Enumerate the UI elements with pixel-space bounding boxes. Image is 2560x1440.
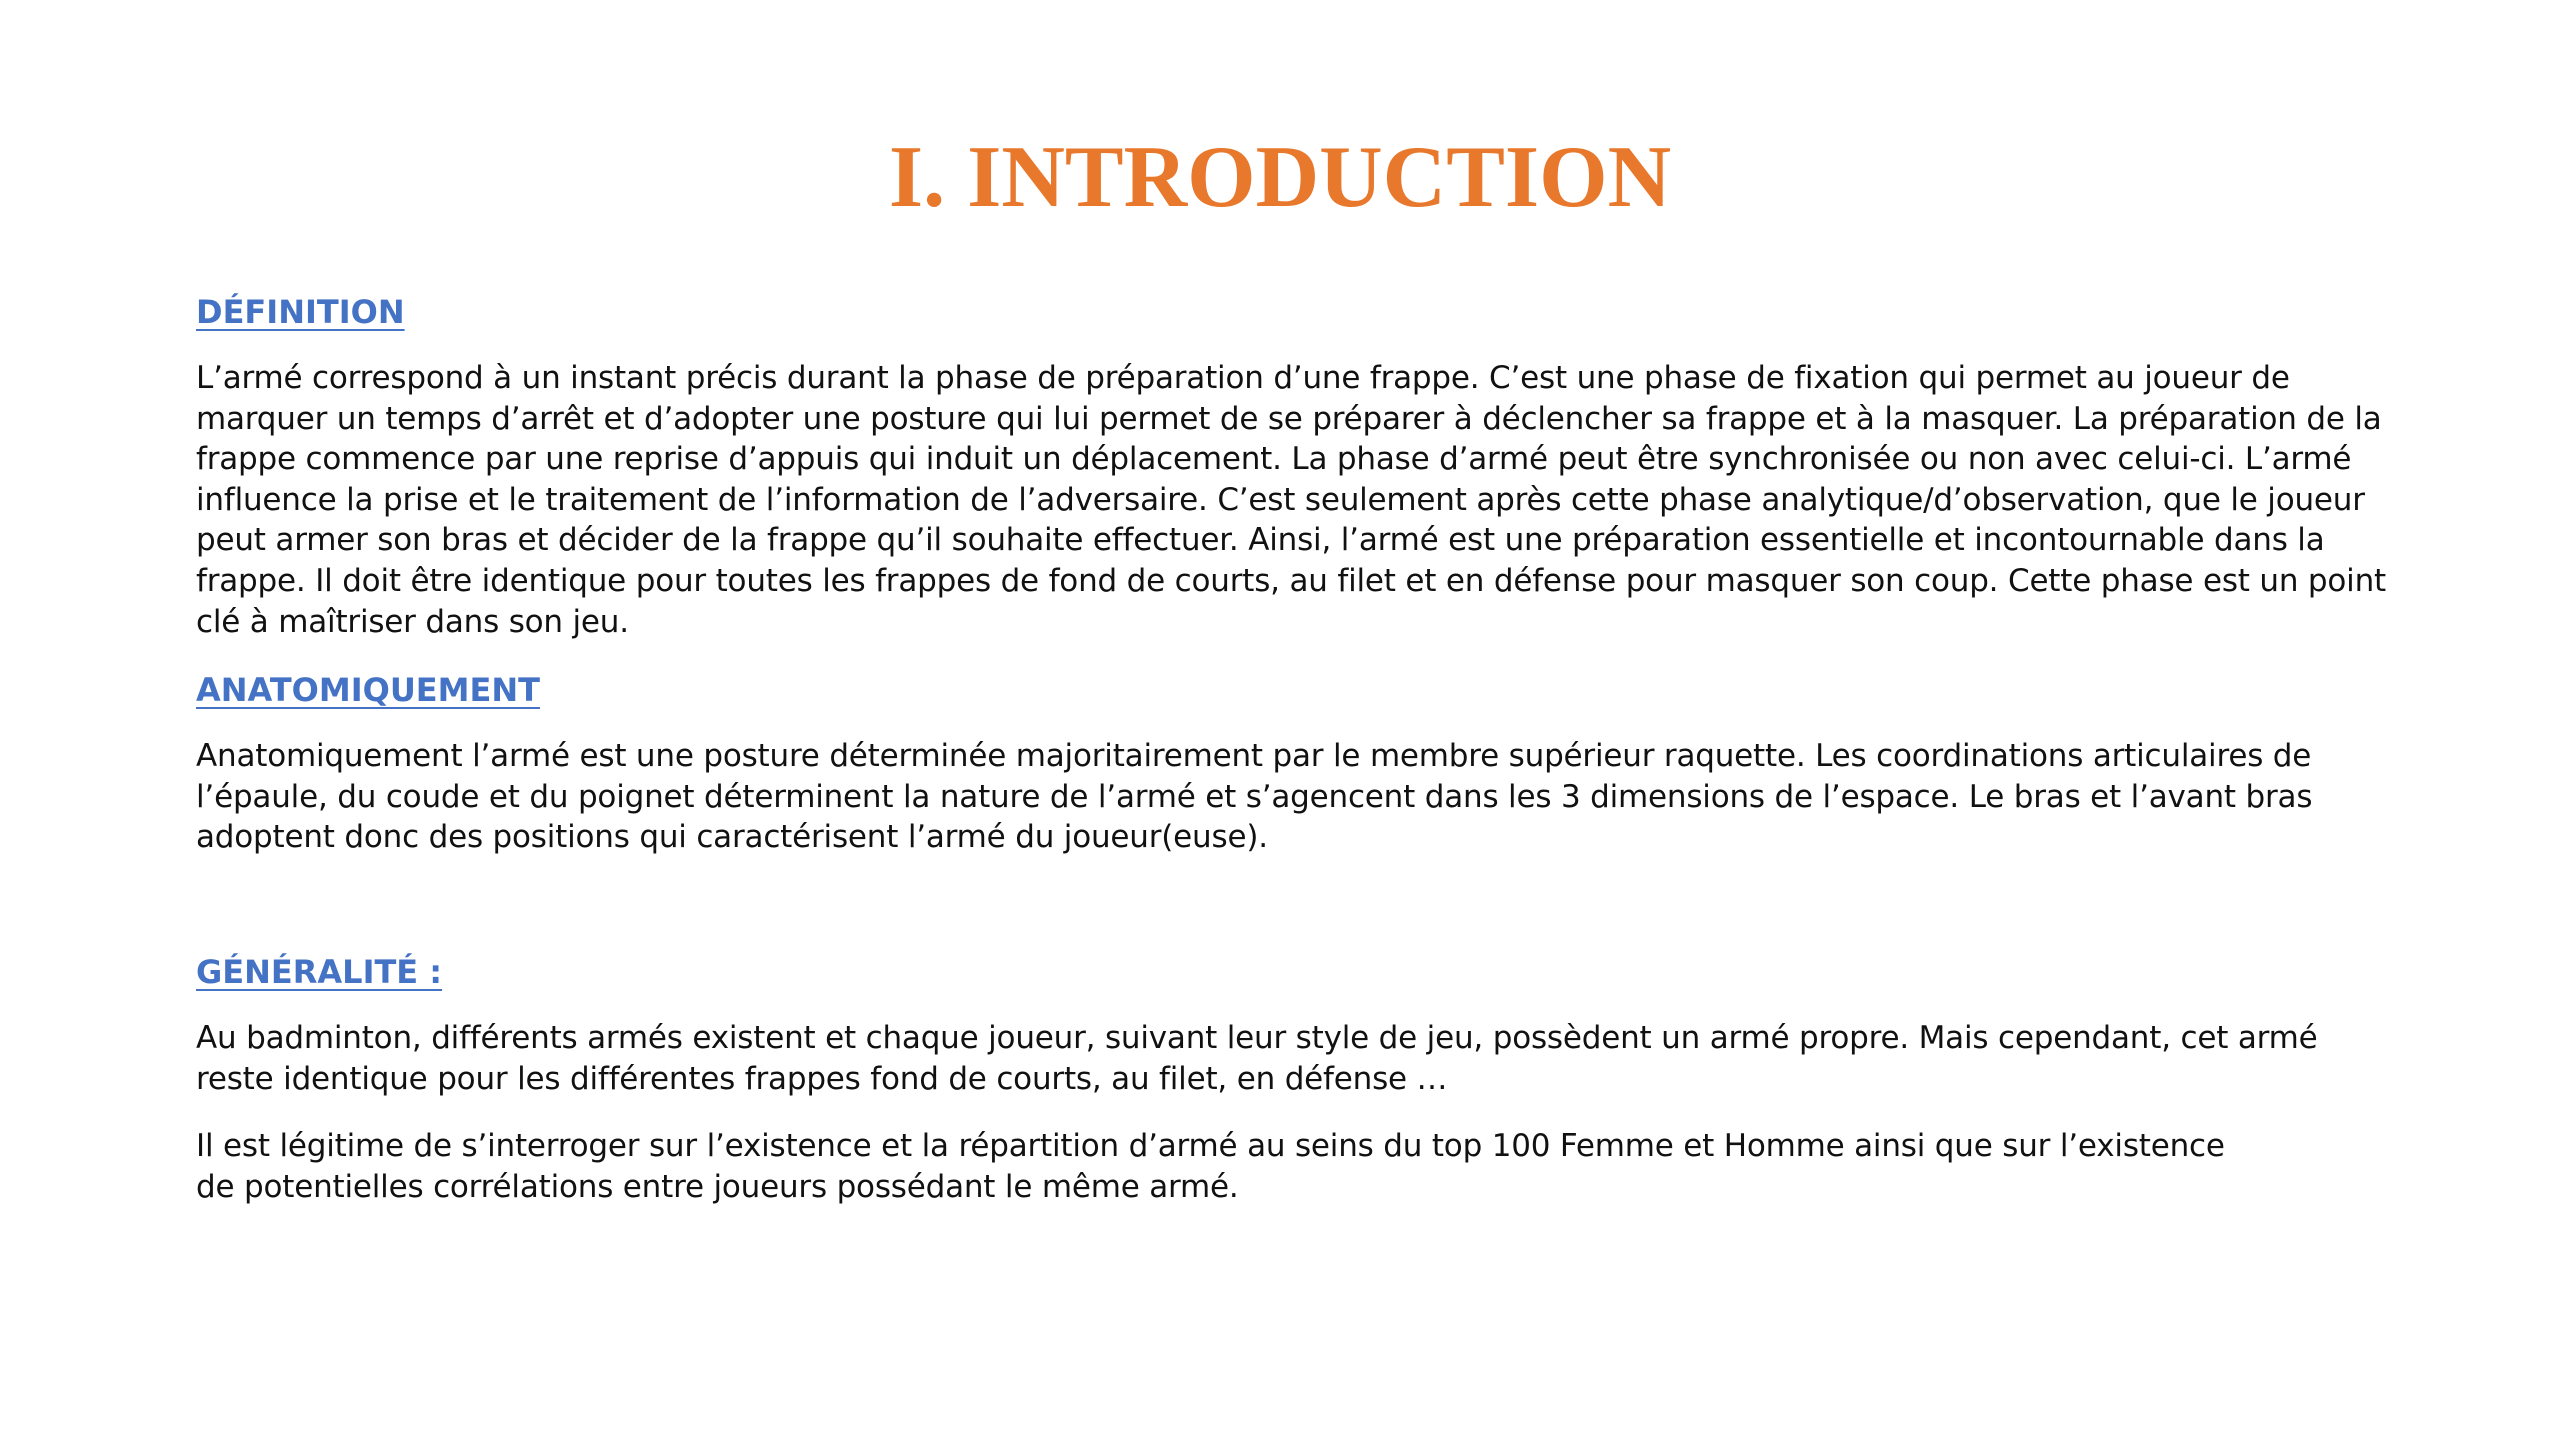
paragraph-definition <box>196 358 2386 642</box>
heading-definition: DÉFINITION <box>196 293 405 331</box>
slide-title: I. INTRODUCTION <box>888 129 1672 226</box>
heading-generalite: GÉNÉRALITÉ : <box>196 953 443 991</box>
heading-anatomiquement: ANATOMIQUEMENT <box>196 671 540 709</box>
paragraph-anatomiquement <box>196 736 2376 858</box>
paragraph-line: de potentielles corrélations entre joueurs possédant le même armé. <box>196 1168 1239 1205</box>
paragraph-line: reste identique pour les différentes frappes fond de courts, au filet, en défense … <box>196 1060 1448 1097</box>
paragraph-line: Il est légitime de s’interroger sur l’existence et la répartition d’armé au seins du top 100 Femme et Homme ainsi que sur l’existence <box>196 1128 2225 1164</box>
paragraph-line: L’armé correspond à un instant précis durant la phase de préparation d’une frappe. C’est une phase de fixation qui permet au joueur de <box>196 360 2290 396</box>
paragraph-line: l’épaule, du coude et du poignet déterminent la nature de l’armé et s’agencent dans les 3 dimensions de l’espace. Le bras et l’avant bras <box>196 778 2313 815</box>
paragraph-line: adoptent donc des positions qui caractérisent l’armé du joueur(euse). <box>196 819 1268 856</box>
paragraph-line: Au badminton, différents armés existent et chaque joueur, suivant leur style de jeu, possèdent un armé propre. Mais cependant, cet armé <box>196 1020 2318 1056</box>
paragraph-line: frappe. Il doit être identique pour toutes les frappes de fond de courts, au filet et en défense pour masquer son coup. Cette phase est un point <box>196 562 2386 599</box>
paragraph-line: peut armer son bras et décider de la frappe qu’il souhaite effectuer. Ainsi, l’armé est une préparation essentielle et incontournable dans la <box>196 522 2325 559</box>
paragraph-line: frappe commence par une reprise d’appuis qui induit un déplacement. La phase d’armé peut être synchronisée ou non avec celui-ci. L’armé <box>196 441 2352 478</box>
paragraph-generalite-2 <box>196 1126 2376 1207</box>
paragraph-line: marquer un temps d’arrêt et d’adopter une posture qui lui permet de se préparer à déclencher sa frappe et à la masquer. La préparation de la <box>196 400 2382 437</box>
paragraph-line: Anatomiquement l’armé est une posture déterminée majoritairement par le membre supérieur raquette. Les coordinations articulaires de <box>196 738 2312 774</box>
paragraph-generalite-1 <box>196 1018 2376 1099</box>
paragraph-line: influence la prise et le traitement de l’information de l’adversaire. C’est seulement après cette phase analytique/d’observation, que le joueur <box>196 481 2365 518</box>
paragraph-line: clé à maîtriser dans son jeu. <box>196 603 629 640</box>
